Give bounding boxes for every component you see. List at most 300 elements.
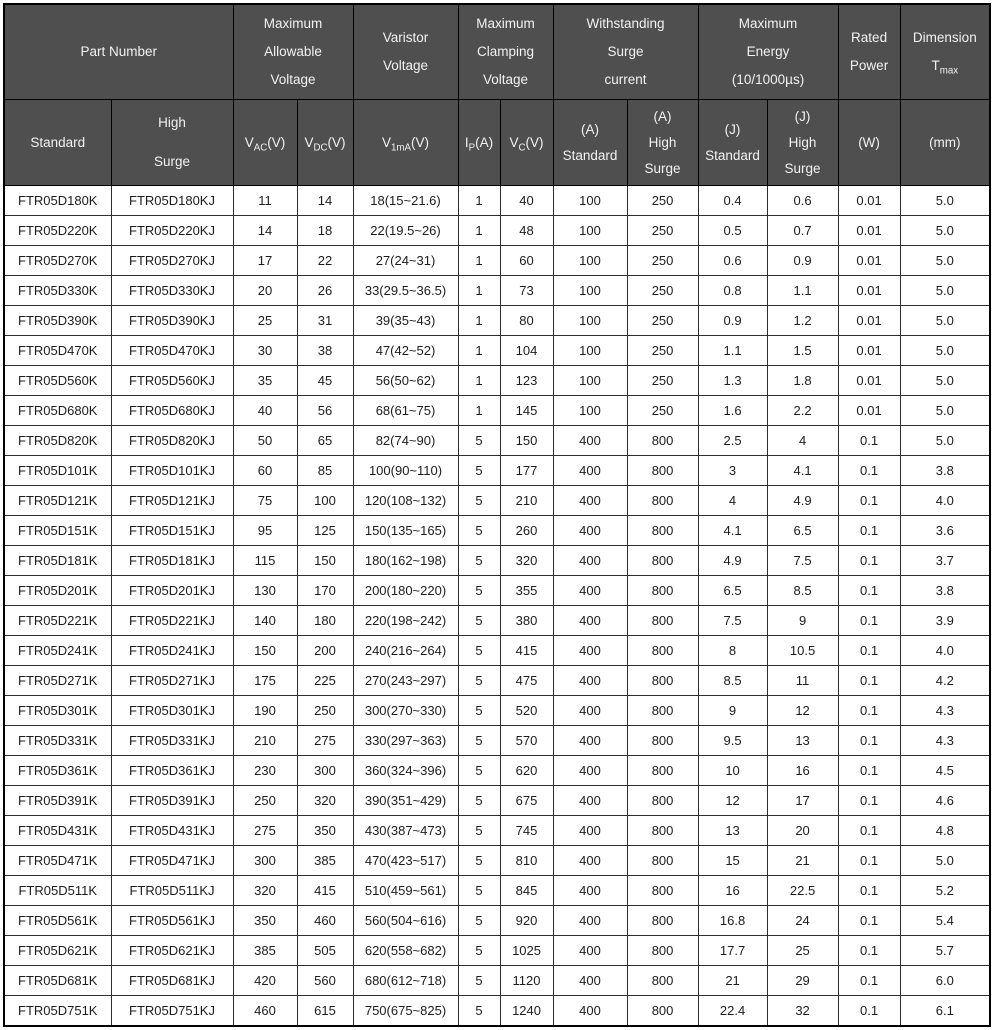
- cell-vdc-v: 250: [297, 696, 353, 726]
- table-row: [4, 456, 990, 486]
- cell-part-standard: FTR05D181K: [4, 546, 111, 576]
- header-line: Surge: [153, 154, 191, 169]
- cell-energy-j-high-surge: 21: [767, 846, 838, 876]
- cell-part-standard: FTR05D301K: [4, 696, 111, 726]
- cell-ip-a: 5: [458, 426, 500, 456]
- cell-surge-a-standard: 100: [553, 186, 627, 216]
- cell-ip-a: 5: [458, 666, 500, 696]
- cell-energy-j-high-surge: 4.9: [767, 486, 838, 516]
- cell-part-high-surge: FTR05D471KJ: [111, 846, 233, 876]
- cell-surge-a-high-surge: 250: [627, 186, 698, 216]
- col-group-maximum-clamping-voltage: [458, 4, 553, 100]
- cell-vac-v: 11: [233, 186, 297, 216]
- cell-part-high-surge: FTR05D680KJ: [111, 396, 233, 426]
- varistor-spec-table: [3, 3, 991, 1027]
- cell-v1ma-v: 180(162~198): [353, 546, 458, 576]
- table-row: [4, 726, 990, 756]
- table-row: [4, 846, 990, 876]
- cell-surge-a-standard: 400: [553, 426, 627, 456]
- header-line: (A): [581, 121, 600, 137]
- cell-vc-v: 123: [500, 366, 553, 396]
- cell-part-standard: FTR05D621K: [4, 936, 111, 966]
- cell-vac-v: 460: [233, 996, 297, 1027]
- cell-rated-power-w: 0.01: [838, 276, 900, 306]
- table-row: [4, 426, 990, 456]
- cell-energy-j-standard: 1.1: [698, 336, 767, 366]
- cell-part-high-surge: FTR05D820KJ: [111, 426, 233, 456]
- cell-surge-a-high-surge: 800: [627, 936, 698, 966]
- cell-part-high-surge: FTR05D330KJ: [111, 276, 233, 306]
- cell-vdc-v: 100: [297, 486, 353, 516]
- cell-surge-a-standard: 400: [553, 666, 627, 696]
- cell-rated-power-w: 0.1: [838, 906, 900, 936]
- cell-part-high-surge: FTR05D511KJ: [111, 876, 233, 906]
- cell-part-standard: FTR05D270K: [4, 246, 111, 276]
- table-row: [4, 276, 990, 306]
- cell-energy-j-high-surge: 7.5: [767, 546, 838, 576]
- cell-surge-a-standard: 400: [553, 486, 627, 516]
- header-line: $V_C(V)$: [509, 134, 544, 154]
- table-row: [4, 786, 990, 816]
- cell-vac-v: 350: [233, 906, 297, 936]
- cell-rated-power-w: 0.1: [838, 546, 900, 576]
- table-row: [4, 936, 990, 966]
- header-line: Rated: [851, 30, 888, 45]
- header-line: Allowable: [264, 44, 322, 59]
- cell-part-high-surge: FTR05D431KJ: [111, 816, 233, 846]
- cell-part-standard: FTR05D101K: [4, 456, 111, 486]
- cell-part-standard: FTR05D151K: [4, 516, 111, 546]
- cell-rated-power-w: 0.1: [838, 426, 900, 456]
- header-line: $V_{DC}(V)$: [304, 134, 346, 154]
- cell-energy-j-high-surge: 1.8: [767, 366, 838, 396]
- cell-part-standard: FTR05D221K: [4, 606, 111, 636]
- cell-vdc-v: 200: [297, 636, 353, 666]
- cell-energy-j-high-surge: 20: [767, 816, 838, 846]
- cell-vdc-v: 615: [297, 996, 353, 1027]
- cell-part-high-surge: FTR05D181KJ: [111, 546, 233, 576]
- cell-part-high-surge: FTR05D751KJ: [111, 996, 233, 1027]
- cell-ip-a: 5: [458, 546, 500, 576]
- cell-v1ma-v: 120(108~132): [353, 486, 458, 516]
- cell-vc-v: 570: [500, 726, 553, 756]
- cell-rated-power-w: 0.1: [838, 696, 900, 726]
- cell-surge-a-standard: 400: [553, 996, 627, 1027]
- cell-surge-a-high-surge: 800: [627, 816, 698, 846]
- cell-surge-a-standard: 400: [553, 906, 627, 936]
- cell-surge-a-standard: 400: [553, 876, 627, 906]
- cell-rated-power-w: 0.1: [838, 576, 900, 606]
- col-header-vdc: [297, 100, 353, 186]
- cell-part-standard: FTR05D180K: [4, 186, 111, 216]
- col-group-maximum-energy: [698, 4, 838, 100]
- cell-ip-a: 5: [458, 456, 500, 486]
- cell-energy-j-standard: 7.5: [698, 606, 767, 636]
- col-header-ip: [458, 100, 500, 186]
- table-row: [4, 396, 990, 426]
- cell-dimension-mm: 6.0: [900, 966, 990, 996]
- cell-part-standard: FTR05D390K: [4, 306, 111, 336]
- col-group-rated-power: [838, 4, 900, 100]
- cell-vc-v: 415: [500, 636, 553, 666]
- header-line: High: [158, 115, 186, 130]
- cell-dimension-mm: 4.2: [900, 666, 990, 696]
- cell-surge-a-high-surge: 800: [627, 516, 698, 546]
- table-row: [4, 996, 990, 1027]
- cell-dimension-mm: 3.8: [900, 456, 990, 486]
- cell-rated-power-w: 0.01: [838, 186, 900, 216]
- cell-v1ma-v: 47(42~52): [353, 336, 458, 366]
- cell-vac-v: 385: [233, 936, 297, 966]
- cell-part-high-surge: FTR05D561KJ: [111, 906, 233, 936]
- cell-rated-power-w: 0.01: [838, 246, 900, 276]
- cell-vac-v: 35: [233, 366, 297, 396]
- table-row: [4, 486, 990, 516]
- cell-surge-a-high-surge: 800: [627, 876, 698, 906]
- table-row: [4, 336, 990, 366]
- cell-vdc-v: 22: [297, 246, 353, 276]
- cell-part-high-surge: FTR05D390KJ: [111, 306, 233, 336]
- cell-energy-j-high-surge: 1.1: [767, 276, 838, 306]
- header-line: $V_{AC}(V)$: [244, 134, 286, 154]
- cell-vc-v: 1120: [500, 966, 553, 996]
- cell-vdc-v: 415: [297, 876, 353, 906]
- cell-surge-a-high-surge: 800: [627, 606, 698, 636]
- cell-ip-a: 5: [458, 636, 500, 666]
- cell-v1ma-v: 680(612~718): [353, 966, 458, 996]
- cell-energy-j-high-surge: 1.2: [767, 306, 838, 336]
- cell-ip-a: 5: [458, 966, 500, 996]
- cell-surge-a-high-surge: 800: [627, 456, 698, 486]
- cell-energy-j-standard: 4.9: [698, 546, 767, 576]
- cell-ip-a: 5: [458, 486, 500, 516]
- cell-vdc-v: 350: [297, 816, 353, 846]
- cell-vac-v: 95: [233, 516, 297, 546]
- header-line: (J): [724, 121, 741, 137]
- col-header-mm: [900, 100, 990, 186]
- cell-energy-j-standard: 8.5: [698, 666, 767, 696]
- table-row: [4, 546, 990, 576]
- header-line: High: [648, 134, 677, 150]
- cell-vac-v: 30: [233, 336, 297, 366]
- cell-vc-v: 210: [500, 486, 553, 516]
- cell-dimension-mm: 5.0: [900, 846, 990, 876]
- cell-v1ma-v: 68(61~75): [353, 396, 458, 426]
- cell-vdc-v: 26: [297, 276, 353, 306]
- cell-ip-a: 5: [458, 576, 500, 606]
- cell-dimension-mm: 5.0: [900, 426, 990, 456]
- cell-vc-v: 104: [500, 336, 553, 366]
- cell-part-standard: FTR05D751K: [4, 996, 111, 1027]
- cell-energy-j-standard: 13: [698, 816, 767, 846]
- cell-vac-v: 275: [233, 816, 297, 846]
- cell-surge-a-high-surge: 800: [627, 996, 698, 1027]
- header-line: Clamping: [477, 44, 535, 59]
- col-group-withstanding-surge-current: [553, 4, 698, 100]
- cell-v1ma-v: 620(558~682): [353, 936, 458, 966]
- col-group-part-number: [4, 4, 233, 100]
- cell-surge-a-high-surge: 800: [627, 786, 698, 816]
- cell-vc-v: 177: [500, 456, 553, 486]
- cell-part-high-surge: FTR05D271KJ: [111, 666, 233, 696]
- cell-v1ma-v: 220(198~242): [353, 606, 458, 636]
- header-line: Surge: [607, 44, 644, 59]
- cell-surge-a-standard: 400: [553, 606, 627, 636]
- cell-surge-a-standard: 400: [553, 966, 627, 996]
- header-line: Standard: [705, 147, 760, 163]
- cell-energy-j-standard: 17.7: [698, 936, 767, 966]
- cell-energy-j-high-surge: 16: [767, 756, 838, 786]
- cell-surge-a-standard: 400: [553, 636, 627, 666]
- cell-energy-j-high-surge: 0.7: [767, 216, 838, 246]
- cell-part-high-surge: FTR05D681KJ: [111, 966, 233, 996]
- cell-energy-j-standard: 16: [698, 876, 767, 906]
- header-line: Voltage: [483, 72, 529, 87]
- cell-vac-v: 17: [233, 246, 297, 276]
- cell-energy-j-high-surge: 4: [767, 426, 838, 456]
- cell-ip-a: 5: [458, 606, 500, 636]
- cell-rated-power-w: 0.1: [838, 486, 900, 516]
- cell-vac-v: 75: [233, 486, 297, 516]
- cell-part-high-surge: FTR05D220KJ: [111, 216, 233, 246]
- cell-surge-a-standard: 400: [553, 546, 627, 576]
- cell-energy-j-high-surge: 11: [767, 666, 838, 696]
- cell-rated-power-w: 0.01: [838, 216, 900, 246]
- cell-part-high-surge: FTR05D121KJ: [111, 486, 233, 516]
- cell-part-standard: FTR05D680K: [4, 396, 111, 426]
- cell-vdc-v: 14: [297, 186, 353, 216]
- cell-ip-a: 5: [458, 516, 500, 546]
- table-row: [4, 576, 990, 606]
- cell-surge-a-standard: 400: [553, 936, 627, 966]
- cell-surge-a-high-surge: 800: [627, 966, 698, 996]
- cell-vdc-v: 560: [297, 966, 353, 996]
- cell-vc-v: 260: [500, 516, 553, 546]
- table-row: [4, 516, 990, 546]
- cell-v1ma-v: 360(324~396): [353, 756, 458, 786]
- cell-energy-j-standard: 6.5: [698, 576, 767, 606]
- cell-surge-a-standard: 400: [553, 516, 627, 546]
- cell-part-standard: FTR05D820K: [4, 426, 111, 456]
- cell-surge-a-high-surge: 250: [627, 216, 698, 246]
- cell-v1ma-v: 510(459~561): [353, 876, 458, 906]
- cell-vdc-v: 320: [297, 786, 353, 816]
- cell-ip-a: 5: [458, 726, 500, 756]
- cell-energy-j-standard: 9.5: [698, 726, 767, 756]
- cell-part-high-surge: FTR05D151KJ: [111, 516, 233, 546]
- cell-part-high-surge: FTR05D560KJ: [111, 366, 233, 396]
- cell-vc-v: 620: [500, 756, 553, 786]
- cell-vdc-v: 18: [297, 216, 353, 246]
- cell-surge-a-high-surge: 250: [627, 246, 698, 276]
- cell-vac-v: 250: [233, 786, 297, 816]
- cell-rated-power-w: 0.1: [838, 456, 900, 486]
- cell-part-high-surge: FTR05D221KJ: [111, 606, 233, 636]
- cell-dimension-mm: 4.0: [900, 636, 990, 666]
- cell-energy-j-high-surge: 4.1: [767, 456, 838, 486]
- cell-surge-a-standard: 400: [553, 816, 627, 846]
- cell-v1ma-v: 470(423~517): [353, 846, 458, 876]
- cell-ip-a: 1: [458, 216, 500, 246]
- cell-v1ma-v: 200(180~220): [353, 576, 458, 606]
- cell-vc-v: 1025: [500, 936, 553, 966]
- cell-energy-j-standard: 10: [698, 756, 767, 786]
- header-line: (J): [794, 108, 811, 124]
- cell-surge-a-standard: 100: [553, 396, 627, 426]
- cell-vc-v: 920: [500, 906, 553, 936]
- cell-energy-j-high-surge: 13: [767, 726, 838, 756]
- cell-vc-v: 355: [500, 576, 553, 606]
- cell-vdc-v: 300: [297, 756, 353, 786]
- cell-dimension-mm: 3.9: [900, 606, 990, 636]
- cell-surge-a-standard: 400: [553, 576, 627, 606]
- cell-vc-v: 475: [500, 666, 553, 696]
- cell-energy-j-high-surge: 0.6: [767, 186, 838, 216]
- cell-rated-power-w: 0.1: [838, 786, 900, 816]
- cell-part-standard: FTR05D201K: [4, 576, 111, 606]
- cell-surge-a-standard: 100: [553, 306, 627, 336]
- cell-surge-a-standard: 100: [553, 276, 627, 306]
- header-line: Standard: [562, 147, 618, 163]
- cell-vdc-v: 505: [297, 936, 353, 966]
- table-row: [4, 366, 990, 396]
- header-line: Varistor: [382, 30, 429, 45]
- cell-ip-a: 5: [458, 846, 500, 876]
- col-header-j-standard: [698, 100, 767, 186]
- header-line: $T_{max}$: [931, 58, 959, 77]
- cell-v1ma-v: 270(243~297): [353, 666, 458, 696]
- cell-v1ma-v: 390(351~429): [353, 786, 458, 816]
- cell-ip-a: 5: [458, 756, 500, 786]
- cell-dimension-mm: 5.7: [900, 936, 990, 966]
- cell-energy-j-high-surge: 24: [767, 906, 838, 936]
- cell-energy-j-standard: 4: [698, 486, 767, 516]
- header-line: Voltage: [382, 58, 429, 73]
- cell-part-standard: FTR05D121K: [4, 486, 111, 516]
- cell-energy-j-high-surge: 12: [767, 696, 838, 726]
- cell-vac-v: 420: [233, 966, 297, 996]
- cell-rated-power-w: 0.1: [838, 756, 900, 786]
- cell-vdc-v: 150: [297, 546, 353, 576]
- cell-surge-a-high-surge: 800: [627, 546, 698, 576]
- cell-part-high-surge: FTR05D101KJ: [111, 456, 233, 486]
- cell-vac-v: 50: [233, 426, 297, 456]
- cell-vac-v: 40: [233, 396, 297, 426]
- cell-dimension-mm: 5.4: [900, 906, 990, 936]
- table-row: [4, 216, 990, 246]
- cell-part-standard: FTR05D511K: [4, 876, 111, 906]
- cell-dimension-mm: 5.2: [900, 876, 990, 906]
- cell-part-standard: FTR05D560K: [4, 366, 111, 396]
- cell-part-high-surge: FTR05D301KJ: [111, 696, 233, 726]
- cell-vac-v: 230: [233, 756, 297, 786]
- cell-v1ma-v: 240(216~264): [353, 636, 458, 666]
- cell-vac-v: 20: [233, 276, 297, 306]
- cell-rated-power-w: 0.1: [838, 726, 900, 756]
- cell-vac-v: 25: [233, 306, 297, 336]
- cell-rated-power-w: 0.1: [838, 516, 900, 546]
- cell-vdc-v: 38: [297, 336, 353, 366]
- header-line: (mm): [929, 134, 961, 150]
- cell-vdc-v: 225: [297, 666, 353, 696]
- cell-surge-a-standard: 400: [553, 756, 627, 786]
- cell-rated-power-w: 0.01: [838, 396, 900, 426]
- cell-part-high-surge: FTR05D180KJ: [111, 186, 233, 216]
- cell-dimension-mm: 5.0: [900, 396, 990, 426]
- cell-dimension-mm: 5.0: [900, 186, 990, 216]
- cell-vac-v: 140: [233, 606, 297, 636]
- cell-vc-v: 745: [500, 816, 553, 846]
- cell-v1ma-v: 82(74~90): [353, 426, 458, 456]
- cell-vdc-v: 45: [297, 366, 353, 396]
- col-group-varistor-voltage: [353, 4, 458, 100]
- cell-rated-power-w: 0.1: [838, 666, 900, 696]
- cell-vac-v: 300: [233, 846, 297, 876]
- cell-energy-j-high-surge: 2.2: [767, 396, 838, 426]
- cell-part-standard: FTR05D271K: [4, 666, 111, 696]
- cell-dimension-mm: 4.5: [900, 756, 990, 786]
- header-line: (A): [653, 108, 672, 124]
- cell-part-high-surge: FTR05D621KJ: [111, 936, 233, 966]
- table-row: [4, 966, 990, 996]
- cell-surge-a-high-surge: 250: [627, 396, 698, 426]
- cell-v1ma-v: 33(29.5~36.5): [353, 276, 458, 306]
- cell-vc-v: 80: [500, 306, 553, 336]
- table-row: [4, 636, 990, 666]
- header-line: $I_P(A)$: [464, 134, 494, 154]
- cell-surge-a-high-surge: 250: [627, 336, 698, 366]
- cell-ip-a: 1: [458, 246, 500, 276]
- cell-vdc-v: 275: [297, 726, 353, 756]
- table-row: [4, 306, 990, 336]
- header-line: High: [788, 134, 817, 150]
- col-header-high-surge: [111, 100, 233, 186]
- cell-v1ma-v: 100(90~110): [353, 456, 458, 486]
- cell-vc-v: 145: [500, 396, 553, 426]
- cell-part-high-surge: FTR05D361KJ: [111, 756, 233, 786]
- table-row: [4, 816, 990, 846]
- cell-part-high-surge: FTR05D470KJ: [111, 336, 233, 366]
- cell-v1ma-v: 750(675~825): [353, 996, 458, 1027]
- cell-surge-a-high-surge: 250: [627, 306, 698, 336]
- cell-ip-a: 1: [458, 306, 500, 336]
- cell-energy-j-high-surge: 0.9: [767, 246, 838, 276]
- col-header-a-high-surge: [627, 100, 698, 186]
- cell-vac-v: 115: [233, 546, 297, 576]
- cell-surge-a-high-surge: 800: [627, 636, 698, 666]
- cell-part-standard: FTR05D331K: [4, 726, 111, 756]
- cell-dimension-mm: 3.7: [900, 546, 990, 576]
- cell-dimension-mm: 5.0: [900, 216, 990, 246]
- table-row: [4, 756, 990, 786]
- cell-v1ma-v: 27(24~31): [353, 246, 458, 276]
- cell-v1ma-v: 330(297~363): [353, 726, 458, 756]
- col-header-vc: [500, 100, 553, 186]
- cell-part-standard: FTR05D561K: [4, 906, 111, 936]
- cell-ip-a: 5: [458, 936, 500, 966]
- cell-surge-a-standard: 400: [553, 696, 627, 726]
- cell-part-standard: FTR05D220K: [4, 216, 111, 246]
- cell-energy-j-standard: 0.8: [698, 276, 767, 306]
- cell-part-standard: FTR05D471K: [4, 846, 111, 876]
- cell-energy-j-standard: 1.6: [698, 396, 767, 426]
- cell-energy-j-high-surge: 25: [767, 936, 838, 966]
- cell-part-standard: FTR05D391K: [4, 786, 111, 816]
- cell-surge-a-high-surge: 800: [627, 756, 698, 786]
- cell-rated-power-w: 0.1: [838, 876, 900, 906]
- cell-part-standard: FTR05D431K: [4, 816, 111, 846]
- cell-dimension-mm: 4.8: [900, 816, 990, 846]
